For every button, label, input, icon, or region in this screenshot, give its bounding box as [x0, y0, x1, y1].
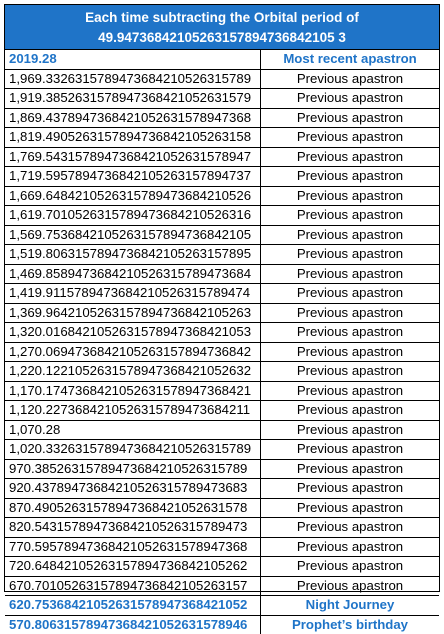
table-row [5, 401, 439, 421]
event-label-cell: Previous apastron [261, 186, 440, 206]
year-cell: 1,919.3852631578947368421052631579 [5, 89, 261, 109]
year-cell: 1,270.0694736842105263157894736842 [5, 342, 261, 362]
header-row [5, 50, 439, 69]
year-cell: 1,020.3326315789473684210526315789 [5, 440, 261, 460]
year-cell: 1,969.3326315789473684210526315789 [5, 69, 261, 89]
event-label-cell: Previous apastron [261, 342, 440, 362]
table-row [5, 518, 439, 538]
year-cell: 770.59578947368421052631578947368 [5, 537, 261, 557]
year-cell: 1,769.5431578947368421052631578947 [5, 147, 261, 167]
year-cell: 1,719.5957894736842105263157894737 [5, 167, 261, 187]
year-cell: 820.54315789473684210526315789473 [5, 518, 261, 538]
year-cell: 970.38526315789473684210526315789 [5, 459, 261, 479]
table-row [5, 206, 439, 226]
title-line-1: Each time subtracting the Orbital period of [85, 10, 359, 25]
event-label-cell: Previous apastron [261, 557, 440, 577]
table-row [5, 128, 439, 148]
event-label-cell: Previous apastron [261, 518, 440, 538]
header-year-cell: 2019.28 [5, 50, 261, 69]
year-cell: 1,170.1747368421052631578947368421 [5, 381, 261, 401]
event-label-cell: Previous apastron [261, 420, 440, 440]
table-row [5, 381, 439, 401]
table-row [5, 147, 439, 167]
event-label-cell: Previous apastron [261, 401, 440, 421]
table-row [5, 479, 439, 499]
table-row [5, 264, 439, 284]
table-row [5, 108, 439, 128]
year-cell: 1,519.8063157894736842105263157895 [5, 245, 261, 265]
table-row [5, 440, 439, 460]
event-label-cell: Previous apastron [261, 498, 440, 518]
table-row [5, 69, 439, 89]
year-cell: 570.80631578947368421052631578946 [5, 615, 261, 634]
year-cell: 1,869.4378947368421052631578947368 [5, 108, 261, 128]
event-label-cell: Previous apastron [261, 69, 440, 89]
event-label-cell: Previous apastron [261, 128, 440, 148]
table-row [5, 420, 439, 440]
year-cell: 670.70105263157894736842105263157 [5, 576, 261, 596]
table-row [5, 498, 439, 518]
year-cell: 1,669.6484210526315789473684210526 [5, 186, 261, 206]
apastron-table-sheet [4, 4, 440, 632]
event-label-cell: Previous apastron [261, 323, 440, 343]
table-row [5, 186, 439, 206]
event-label-cell: Previous apastron [261, 264, 440, 284]
event-label-cell: Previous apastron [261, 381, 440, 401]
year-cell: 1,120.2273684210526315789473684211 [5, 401, 261, 421]
table-title [5, 5, 439, 50]
year-cell: 620.75368421052631578947368421052 [5, 596, 261, 616]
table-row [5, 323, 439, 343]
table-row [5, 303, 439, 323]
table-row [5, 342, 439, 362]
table-row [5, 557, 439, 577]
event-label-cell: Previous apastron [261, 303, 440, 323]
apastron-table [5, 50, 439, 634]
table-row [5, 245, 439, 265]
year-cell: 1,369.9642105263157894736842105263 [5, 303, 261, 323]
event-label-cell: Previous apastron [261, 89, 440, 109]
event-label-cell: Previous apastron [261, 206, 440, 226]
year-cell: 1,469.8589473684210526315789473684 [5, 264, 261, 284]
table-row [5, 615, 439, 634]
header-label-cell: Most recent apastron [261, 50, 440, 69]
year-cell: 920.43789473684210526315789473683 [5, 479, 261, 499]
year-cell: 1,070.28 [5, 420, 261, 440]
table-row [5, 225, 439, 245]
event-label-cell: Previous apastron [261, 147, 440, 167]
event-label-cell: Previous apastron [261, 225, 440, 245]
year-cell: 1,619.7010526315789473684210526316 [5, 206, 261, 226]
table-row [5, 576, 439, 596]
event-label-cell: Previous apastron [261, 576, 440, 596]
year-cell: 1,569.7536842105263157894736842105 [5, 225, 261, 245]
event-label-cell: Previous apastron [261, 537, 440, 557]
table-row [5, 167, 439, 187]
table-row [5, 284, 439, 304]
year-cell: 1,220.1221052631578947368421052632 [5, 362, 261, 382]
year-cell: 1,819.4905263157894736842105263158 [5, 128, 261, 148]
event-label-cell: Previous apastron [261, 245, 440, 265]
table-row [5, 459, 439, 479]
event-label-cell: Previous apastron [261, 440, 440, 460]
title-line-2: 49.94736842105263157894736842105 3 [98, 30, 346, 45]
event-label-cell: Previous apastron [261, 479, 440, 499]
year-cell: 1,419.9115789473684210526315789474 [5, 284, 261, 304]
event-label-cell: Previous apastron [261, 108, 440, 128]
event-label-cell: Previous apastron [261, 284, 440, 304]
event-label-cell: Previous apastron [261, 459, 440, 479]
table-row [5, 537, 439, 557]
year-cell: 870.49052631578947368421052631578 [5, 498, 261, 518]
year-cell: 720.64842105263157894736842105262 [5, 557, 261, 577]
year-cell: 1,320.0168421052631578947368421053 [5, 323, 261, 343]
event-label-cell: Previous apastron [261, 362, 440, 382]
table-row [5, 596, 439, 616]
event-label-cell: Night Journey [261, 596, 440, 616]
event-label-cell: Previous apastron [261, 167, 440, 187]
event-label-cell: Prophet’s birthday [291, 616, 408, 632]
table-row [5, 89, 439, 109]
table-row [5, 362, 439, 382]
table-body [5, 50, 439, 634]
